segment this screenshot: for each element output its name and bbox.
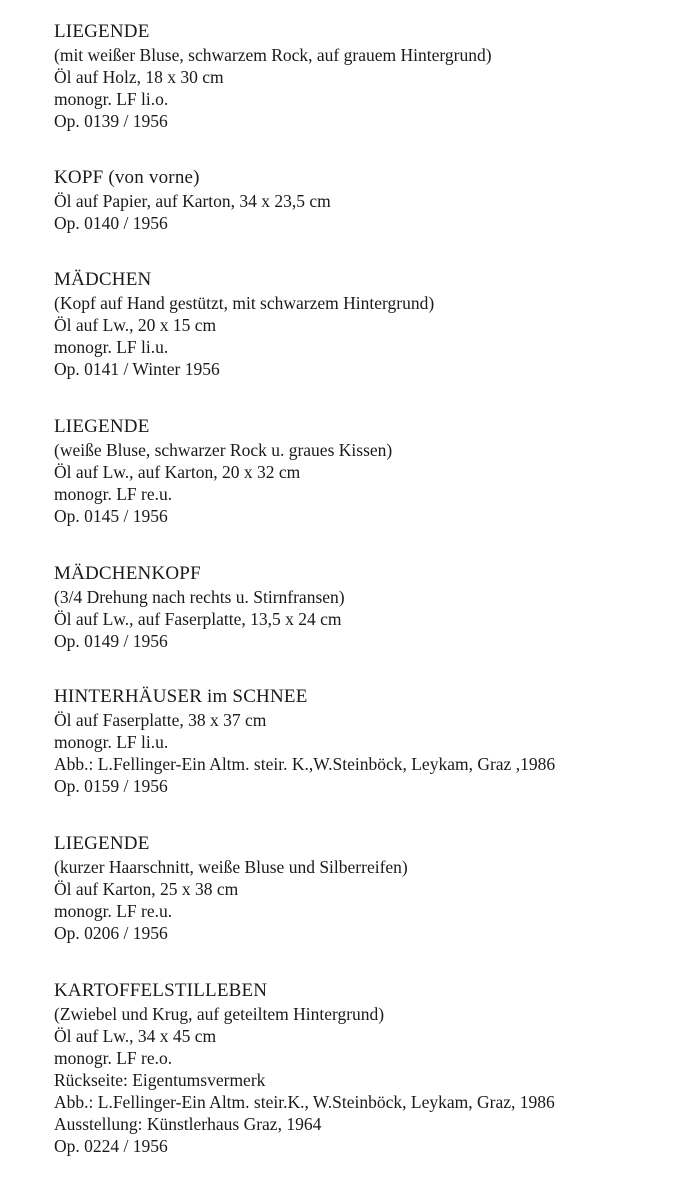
catalog-entry: [54, 832, 669, 944]
entry-description: (Kopf auf Hand gestützt, mit schwarzem Hintergrund): [54, 293, 435, 313]
entry-opus: Op. 0224 / 1956: [54, 1136, 168, 1156]
catalog-entry: [54, 562, 669, 652]
entry-title: LIEGENDE: [54, 833, 150, 854]
entry-medium: Öl auf Lw., auf Karton, 20 x 32 cm: [54, 462, 301, 482]
entry-title: KOPF (von vorne): [54, 167, 200, 188]
entry-title: HINTERHÄUSER im SCHNEE: [54, 686, 308, 707]
entry-description: (3/4 Drehung nach rechts u. Stirnfransen): [54, 587, 345, 607]
entry-description: (Zwiebel und Krug, auf geteiltem Hintergrund): [54, 1004, 385, 1024]
entry-medium: Öl auf Lw., 34 x 45 cm: [54, 1026, 217, 1046]
entry-medium: Öl auf Papier, auf Karton, 34 x 23,5 cm: [54, 191, 331, 211]
entry-reverse-note: Rückseite: Eigentumsvermerk: [54, 1070, 266, 1090]
entry-title: KARTOFFELSTILLEBEN: [54, 980, 268, 1001]
entry-medium: Öl auf Faserplatte, 38 x 37 cm: [54, 710, 267, 730]
entry-medium: Öl auf Karton, 25 x 38 cm: [54, 879, 239, 899]
entry-signature: monogr. LF li.u.: [54, 732, 169, 752]
entry-illustration: Abb.: L.Fellinger-Ein Altm. steir.K., W.Steinböck, Leykam, Graz, 1986: [54, 1092, 555, 1112]
entry-medium: Öl auf Lw., 20 x 15 cm: [54, 315, 217, 335]
catalog-entry: [54, 979, 669, 1157]
entry-exhibition: Ausstellung: Künstlerhaus Graz, 1964: [54, 1114, 322, 1134]
entry-opus: Op. 0206 / 1956: [54, 923, 168, 943]
catalog-entry: [54, 20, 669, 132]
entry-opus: Op. 0140 / 1956: [54, 213, 168, 233]
entry-description: (weiße Bluse, schwarzer Rock u. graues Kissen): [54, 440, 393, 460]
catalog-entry: [54, 685, 669, 797]
entry-signature: monogr. LF li.o.: [54, 89, 169, 109]
entry-signature: monogr. LF li.u.: [54, 337, 169, 357]
entry-medium: Öl auf Holz, 18 x 30 cm: [54, 67, 224, 87]
catalog-entry: [54, 166, 669, 234]
entry-illustration: Abb.: L.Fellinger-Ein Altm. steir. K.,W.Steinböck, Leykam, Graz ,1986: [54, 754, 556, 774]
entry-description: (kurzer Haarschnitt, weiße Bluse und Silberreifen): [54, 857, 408, 877]
entry-title: LIEGENDE: [54, 416, 150, 437]
entry-medium: Öl auf Lw., auf Faserplatte, 13,5 x 24 cm: [54, 609, 342, 629]
entry-opus: Op. 0149 / 1956: [54, 631, 168, 651]
entry-opus: Op. 0139 / 1956: [54, 111, 168, 131]
entry-opus: Op. 0159 / 1956: [54, 776, 168, 796]
entry-signature: monogr. LF re.o.: [54, 1048, 173, 1068]
entry-signature: monogr. LF re.u.: [54, 484, 173, 504]
entry-title: MÄDCHEN: [54, 269, 152, 290]
entry-opus: Op. 0145 / 1956: [54, 506, 168, 526]
catalog-entry: [54, 268, 669, 380]
entry-title: LIEGENDE: [54, 21, 150, 42]
entry-title: MÄDCHENKOPF: [54, 563, 201, 584]
catalog-entry: [54, 415, 669, 527]
entry-opus: Op. 0141 / Winter 1956: [54, 359, 220, 379]
entry-description: (mit weißer Bluse, schwarzem Rock, auf grauem Hintergrund): [54, 45, 492, 65]
entry-signature: monogr. LF re.u.: [54, 901, 173, 921]
